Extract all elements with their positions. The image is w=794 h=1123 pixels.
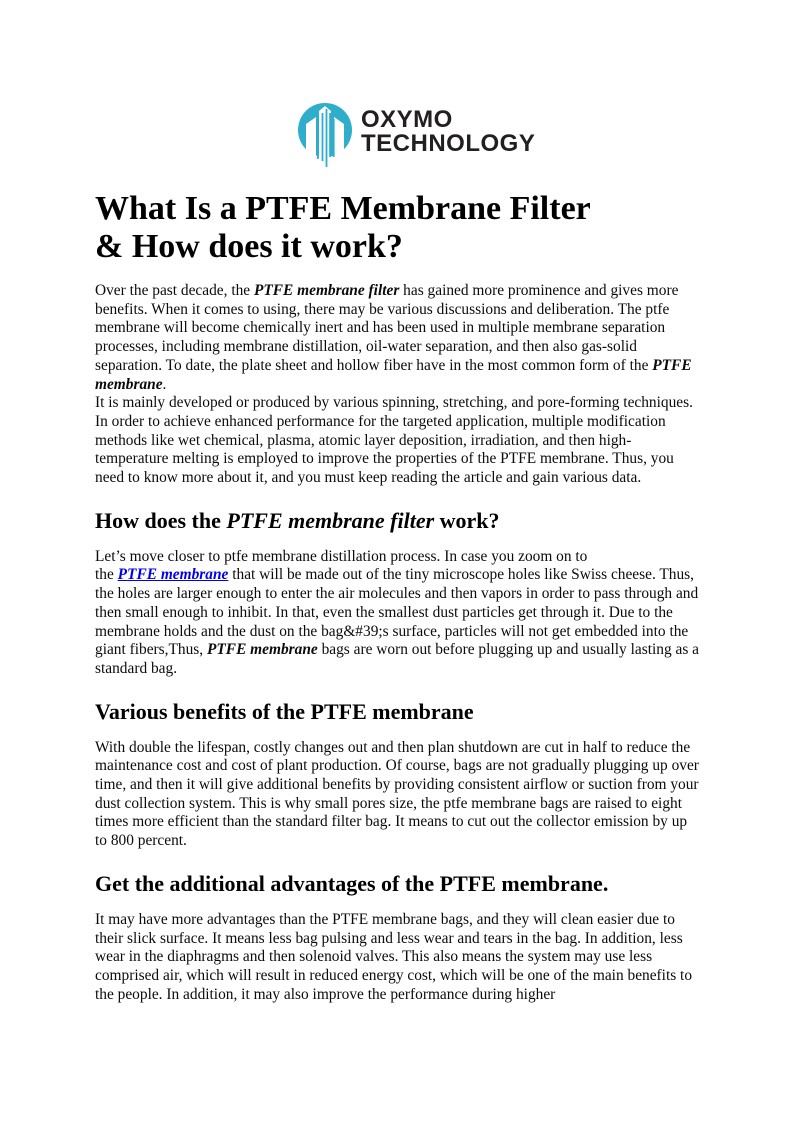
logo-wordmark — [361, 108, 535, 156]
text-run: How does the — [95, 507, 227, 533]
text-run: & How does it work? — [95, 228, 403, 265]
text-run: bags are worn out before plugging up and usually lasting as a standard bag. — [95, 641, 699, 677]
section-heading-how-it-works — [95, 508, 699, 534]
advantages-paragraph — [95, 911, 699, 1005]
text-run: work? — [434, 507, 500, 533]
intro-paragraph-1 — [95, 282, 699, 394]
text-run: has gained more prominence and gives more benefits. When it comes to using, there may be various discussions and deliberation. The ptfe membrane will become chemically inert and has been used in multiple membrane separation processes, including membrane distillation, oil-water separation, and then also gas-solid separation. To date, the plate sheet and hollow fiber have in the most common form of the — [95, 282, 679, 374]
text-run: Get the additional advantages of the PTFE membrane. — [95, 870, 609, 896]
text-run: . — [162, 375, 167, 393]
logo-text-line1: OXYMO — [361, 106, 453, 133]
emphasized-text: PTFE membrane — [207, 641, 318, 659]
text-run: It may have more advantages than the PTFE membrane bags, and they will clean easier due to their slick surface. It means less bag pulsing and less wear and tears in the bag. In addition, less wear in the diaphragms and then solenoid valves. This also means the system may use less comprised air, which will result in reduced energy cost, which will be one of the main benefits to the people. In addition, it may also improve the performance during higher — [95, 910, 693, 1003]
text-run: Let’s move closer to ptfe membrane distillation process. In case you zoom on to — [95, 547, 588, 565]
ptfe-membrane-link[interactable]: PTFE membrane — [117, 566, 229, 584]
emphasized-text: PTFE membrane filter — [253, 282, 400, 299]
text-run: What Is a PTFE Membrane Filter — [95, 190, 591, 227]
text-run: Various benefits of the PTFE membrane — [95, 698, 474, 724]
how-it-works-paragraph — [95, 548, 699, 679]
benefits-paragraph — [95, 739, 699, 851]
intro-paragraph-2 — [95, 394, 699, 488]
text-run: It is mainly developed or produced by various spinning, stretching, and pore-forming techniques. In order to achieve enhanced performance for the targeted application, multiple modification methods like wet chemical, plasma, atomic layer deposition, irradiation, and then high-temperature melting is employed to improve the properties of the PTFE membrane. Thus, you need to know more about it, and you must keep reading the article and gain various data. — [95, 394, 693, 487]
section-heading-advantages — [95, 871, 699, 897]
oxymo-buildings-circle-icon — [297, 103, 353, 167]
text-run: that will be made out of the tiny microscope holes like Swiss cheese. Thus, the holes are larger enough to enter the air molecules and then vapors in order to pass through and then small enough to inhibit. In that, even the smallest dust particles get through it. Due to the membrane holds and the dust on the bag&#39;s surface, particles will not get embedded into the giant fibers,Thus, — [95, 566, 699, 659]
section-heading-benefits — [95, 699, 699, 725]
emphasized-text: PTFE membrane filter — [226, 507, 435, 533]
page-title — [95, 190, 699, 266]
logo-text-line2: TECHNOLOGY — [361, 130, 536, 157]
article-body — [95, 190, 699, 1004]
emphasized-text: PTFE membrane — [95, 356, 692, 393]
logo — [297, 103, 699, 167]
text-run: With double the lifespan, costly changes out and then plan shutdown are cut in half to reduce the maintenance cost and cost of plant production. Of course, bags are not gradually plugging up over time, and then it will give additional benefits by providing consistent airflow or suction from your dust collection system. This is why small pores size, the ptfe membrane bags are raised to eight times more efficient than the standard filter bag. It means to cut out the collector emission by up to 800 percent. — [95, 738, 699, 850]
text-run: Over the past decade, the — [95, 282, 254, 299]
text-run: the — [95, 566, 118, 584]
